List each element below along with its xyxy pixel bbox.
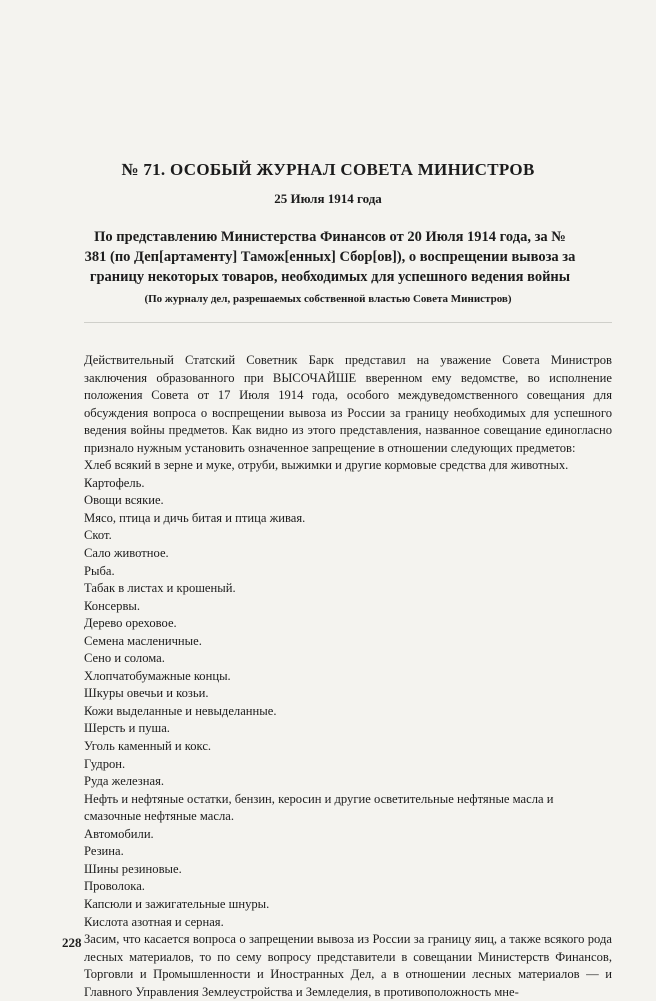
list-item: Семена масленичные.: [84, 633, 202, 648]
divider: [84, 322, 612, 323]
list-item: Проволока.: [84, 879, 145, 894]
list-item: Хлопчатобумажные концы.: [84, 668, 231, 683]
list-item: Кислота азотная и серная.: [84, 914, 224, 929]
list-item: Сено и солома.: [84, 651, 165, 666]
list-item: Консервы.: [84, 598, 140, 613]
document-title: № 71. ОСОБЫЙ ЖУРНАЛ СОВЕТА МИНИСТРОВ: [121, 160, 535, 179]
list-item: Шкуры овечьи и козьи.: [84, 686, 209, 701]
list-item: Картофель.: [84, 475, 145, 490]
list-item: Хлеб всякий в зерне и муке, отруби, выжимки и другие кормовые средства для животных.: [84, 458, 569, 473]
list-item: Шерсть и пуша.: [84, 721, 170, 736]
document-subject: По представлению Министерства Финансов от 20 Июля 1914 года, за № 381 (по Деп[артаменту] Тамож[енных] Сбор[ов]), о воспрещении вывоза за границу некоторых товаров, необходимых для успешного ведения войны: [84, 229, 576, 285]
document-note: (По журналу дел, разрешаемых собственной властью Совета Министров): [144, 293, 512, 305]
list-item: Резина.: [84, 844, 124, 859]
list-item: Кожи выделанные и невыделанные.: [84, 703, 277, 718]
list-item: Капсюли и зажигательные шнуры.: [84, 896, 270, 911]
list-item: Дерево ореховое.: [84, 616, 177, 631]
list-item: Рыба.: [84, 563, 115, 578]
list-item: Руда железная.: [84, 774, 165, 789]
goods-list: [84, 457, 612, 931]
list-item: Овощи всякие.: [84, 493, 164, 508]
document-body: [84, 352, 612, 1001]
list-item: Мясо, птица и дичь битая и птица живая.: [84, 510, 306, 525]
list-item: Скот.: [84, 528, 112, 543]
list-item: Гудрон.: [84, 756, 126, 771]
list-item: Сало животное.: [84, 546, 169, 561]
list-item: Нефть и нефтяные остатки, бензин, керосин и другие осветительные нефтяные масла и смазочные нефтяные масла.: [84, 791, 554, 824]
list-item: Табак в листах и крошеный.: [84, 581, 236, 596]
closing-paragraph: Засим, что касается вопроса о запрещении вывоза из России за границу яиц, а также всякого рода лесных материалов, то по сему вопросу представители в совещании Министерств Финансов, Торговли и Промышленности и Иностранных Дел, а в отношении лесных материалов — и Главного Управления Землеустройства и Земледелия, в противоположность мне-: [84, 932, 612, 999]
list-item: Автомобили.: [84, 826, 154, 841]
list-item: Уголь каменный и кокс.: [84, 739, 212, 754]
document-date: 25 Июля 1914 года: [274, 191, 382, 206]
page-number: 228: [62, 935, 82, 950]
list-item: Шины резиновые.: [84, 861, 182, 876]
intro-paragraph: Действительный Статский Советник Барк представил на уважение Совета Министров заключения образованного при ВЫСОЧАЙШЕ вверенном ему ведомстве, во исполнение положения Совета от 17 Июля 1914 года, особого междуведомственного совещания для обсуждения вопроса о воспрещении вывоза из России за границу необходимых для успешного ведения войны предметов. Как видно из этого представления, названное совещание единогласно признало нужным установить означенное запрещение в отношении следующих предметов:: [84, 353, 612, 455]
